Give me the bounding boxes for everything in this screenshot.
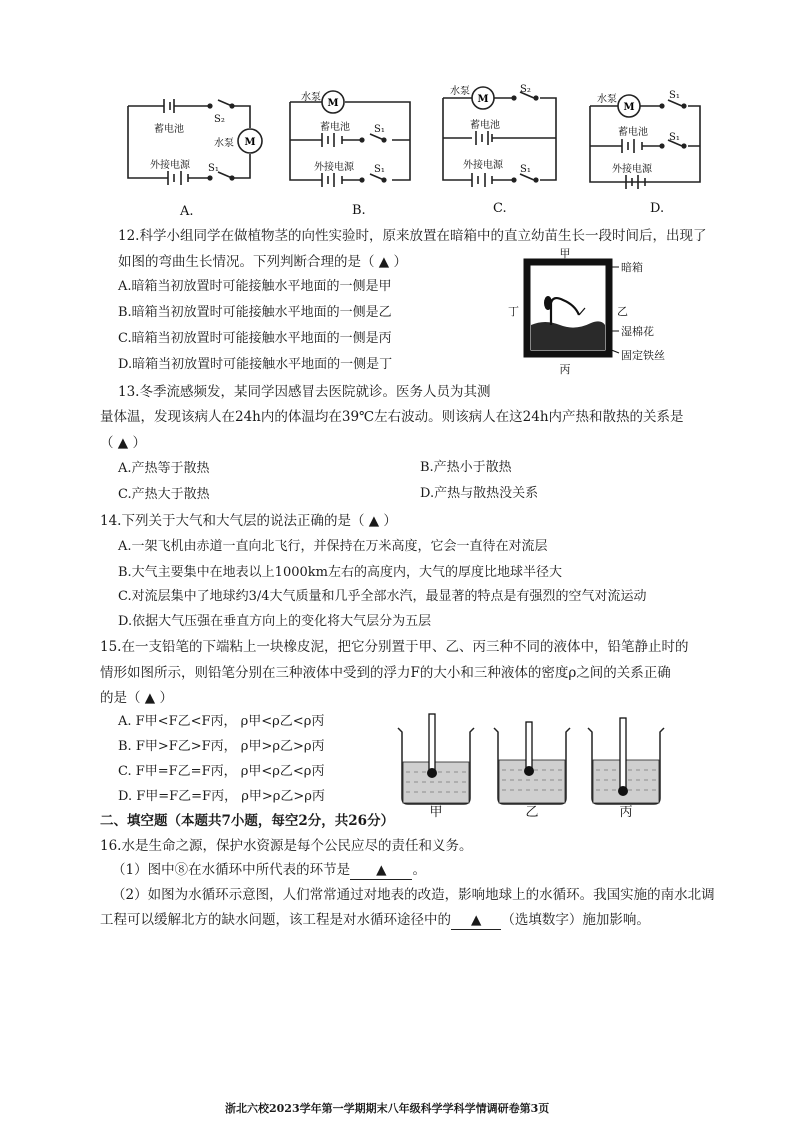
q16-part2-line1: （2）如图为水循环示意图，人们常常通过对地表的改造，影响地球上的水循环。我国实施的南水北调 [112, 887, 715, 903]
figure-label-right: 乙 [617, 305, 628, 318]
label-pump-a: 水泵 [214, 138, 234, 149]
label-s1-c: S₁ [520, 164, 531, 175]
dark-box-figure [505, 245, 665, 377]
q13-option-d: D.产热与散热没关系 [420, 486, 539, 501]
q15-stem-line1: 15.在一支铅笔的下端粘上一块橡皮泥，把它分别置于甲、乙、丙三种不同的液体中，铅笔静止时的 [100, 639, 689, 655]
q12-option-c: C.暗箱当初放置时可能接触水平地面的一侧是丙 [118, 331, 392, 346]
q14-option-b: B.大气主要集中在地表以上1000km左右的高度内，大气的厚度比地球半径大 [118, 565, 562, 580]
label-s2-a: S₂ [214, 114, 225, 125]
q13-option-c: C.产热大于散热 [118, 487, 210, 502]
figure-label-box: 暗箱 [621, 261, 643, 274]
label-s1-b: S₁ [374, 124, 385, 135]
figure-label-left: 丁 [508, 305, 519, 318]
q16-part2-blank: ▲ [451, 911, 501, 930]
motor-d: M [623, 102, 635, 113]
q15-option-a: A. F甲<F乙<F丙， ρ甲<ρ乙<ρ丙 [118, 714, 325, 729]
label-battery-c: 蓄电池 [470, 120, 500, 131]
q15-stem-line3: 的是（ ▲ ） [100, 690, 173, 706]
q14-stem: 14.下列关于大气和大气层的说法正确的是（ ▲ ） [100, 513, 397, 529]
label-s1b-b: S₁ [374, 164, 385, 175]
option-c-label: C. [493, 201, 507, 216]
label-s1-d: S₁ [669, 90, 680, 101]
label-s2-c: S₂ [520, 84, 531, 95]
figure-label-cotton: 湿棉花 [621, 325, 654, 338]
label-pump-b: 水泵 [301, 92, 321, 103]
option-a-label: A. [180, 204, 194, 219]
q16-part1 [112, 861, 426, 880]
label-external-a: 外接电源 [150, 160, 190, 171]
option-d-label: D. [650, 201, 665, 216]
label-pump-d: 水泵 [597, 94, 617, 105]
q16-part1-end: 。 [412, 862, 426, 878]
q15-option-c: C. F甲=F乙=F丙， ρ甲<ρ乙<ρ丙 [118, 764, 325, 779]
motor-a: M [244, 137, 256, 148]
label-pump-c: 水泵 [450, 86, 470, 97]
label-external-c: 外接电源 [463, 160, 503, 171]
figure-label-bottom: 丙 [559, 363, 571, 376]
q13-option-b: B.产热小于散热 [420, 460, 512, 475]
label-battery-d: 蓄电池 [618, 127, 648, 138]
q16-part2-line2 [100, 911, 650, 930]
label-battery-b: 蓄电池 [320, 122, 350, 133]
q13-stem-line3: （ ▲ ） [100, 435, 146, 451]
q12-stem-line1: 12.科学小组同学在做植物茎的向性实验时，原来放置在暗箱中的直立幼苗生长一段时间后，出现了 [118, 228, 707, 244]
label-battery-a: 蓄电池 [154, 124, 184, 135]
q12-option-b: B.暗箱当初放置时可能接触水平地面的一侧是乙 [118, 305, 392, 320]
beaker-label-3: 丙 [619, 805, 633, 818]
circuit-c [443, 87, 556, 187]
q13-option-a: A.产热等于散热 [118, 461, 210, 476]
section-2-title: 二、填空题（本题共7小题，每空2分，共26分） [100, 813, 395, 829]
label-external-d: 外接电源 [612, 164, 652, 175]
figure-label-wire: 固定铁丝 [621, 349, 665, 362]
q15-stem-line2: 情形如图所示，则铅笔分别在三种液体中受到的浮力F的大小和三种液体的密度ρ之间的关系正确 [100, 665, 671, 681]
q14-option-d: D.依据大气压强在垂直方向上的变化将大气层分为五层 [118, 614, 432, 629]
q12-stem-line2: 如图的弯曲生长情况。下列判断合理的是（ ▲ ） [118, 254, 407, 270]
q16-stem: 16.水是生命之源，保护水资源是每个公民应尽的责任和义务。 [100, 838, 473, 854]
circuit-a [128, 99, 262, 185]
beaker-label-1: 甲 [429, 805, 443, 818]
q15-option-d: D. F甲=F乙=F丙， ρ甲>ρ乙>ρ丙 [118, 789, 325, 804]
q14-option-c: C.对流层集中了地球约3/4大气质量和几乎全部水汽，最显著的特点是有强烈的空气对流运动 [118, 589, 647, 604]
page-footer: 浙北六校2023学年第一学期期末八年级科学学科学情调研卷第3页 [225, 1102, 550, 1115]
label-s1-a: S₁ [208, 163, 219, 174]
figure-label-top: 甲 [559, 247, 571, 260]
q16-part2-end: （选填数字）施加影响。 [501, 912, 650, 928]
beakers-figure [390, 710, 690, 818]
motor-b: M [327, 98, 339, 109]
q12-option-d: D.暗箱当初放置时可能接触水平地面的一侧是丁 [118, 357, 393, 372]
q16-part2-text: 工程可以缓解北方的缺水问题，该工程是对水循环途径中的 [100, 912, 451, 928]
q14-option-a: A.一架飞机由赤道一直向北飞行，并保持在万米高度，它会一直待在对流层 [118, 539, 548, 554]
motor-c: M [477, 94, 489, 105]
option-b-label: B. [352, 203, 366, 218]
label-s1b-d: S₁ [669, 132, 680, 143]
q13-stem-line2: 量体温，发现该病人在24h内的体温均在39℃左右波动。则该病人在这24h内产热和散热的关系是 [100, 409, 684, 425]
label-external-b: 外接电源 [314, 162, 354, 173]
beaker-label-2: 乙 [525, 805, 539, 818]
q16-part1-text: （1）图中⑧在水循环中所代表的环节是 [112, 862, 351, 878]
q16-part1-blank: ▲ [350, 861, 412, 880]
circuit-diagrams [0, 0, 794, 225]
q12-option-a: A.暗箱当初放置时可能接触水平地面的一侧是甲 [118, 279, 392, 294]
q15-option-b: B. F甲>F乙>F丙， ρ甲>ρ乙>ρ丙 [118, 739, 325, 754]
q13-stem-line1: 13.冬季流感频发，某同学因感冒去医院就诊。医务人员为其测 [118, 384, 491, 400]
